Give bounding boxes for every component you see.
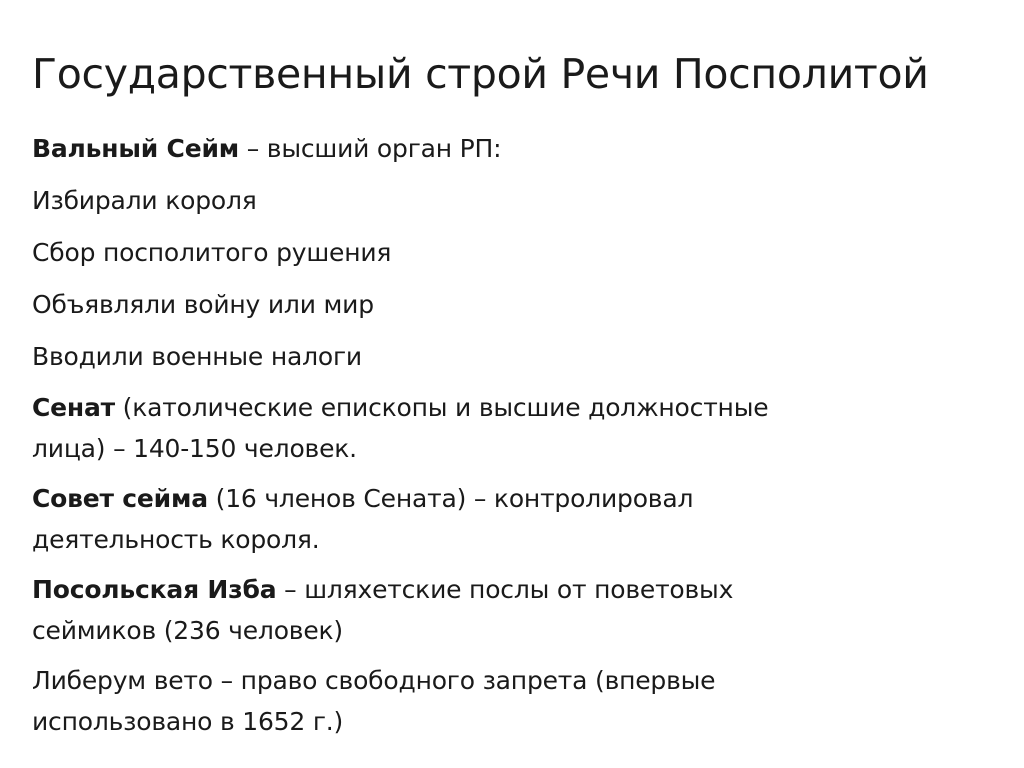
item-sbor-rusheniya	[32, 231, 992, 274]
item-senat	[32, 387, 992, 469]
item-term: Совет сейма	[32, 484, 208, 513]
item-text: – высший орган РП:	[239, 134, 502, 163]
item-line-1	[32, 387, 992, 428]
item-text: (16 членов Сената) – контролировал	[207, 484, 694, 513]
item-posolskaya-izba	[32, 569, 992, 651]
item-text: Вводили военные налоги	[32, 342, 362, 371]
item-valny-seim	[32, 127, 992, 170]
item-text: Сбор посполитого рушения	[32, 238, 392, 267]
item-izbirali-korolya	[32, 179, 992, 222]
slide-title: Государственный строй Речи Посполитой	[32, 50, 929, 98]
item-term: Сенат	[32, 393, 115, 422]
item-term: Вальный Сейм	[32, 134, 239, 163]
item-nalogi	[32, 335, 992, 378]
item-line-2: лица) – 140-150 человек.	[32, 434, 357, 463]
item-text: Избирали короля	[32, 186, 257, 215]
item-term: Посольская Изба	[32, 575, 277, 604]
item-voina-mir	[32, 283, 992, 326]
slide-body	[32, 127, 992, 751]
item-line-2: использовано в 1652 г.)	[32, 707, 344, 736]
item-line-2: деятельность короля.	[32, 525, 320, 554]
item-text: Объявляли войну или мир	[32, 290, 374, 319]
item-line-1	[32, 478, 992, 519]
item-liberum-veto	[32, 660, 992, 742]
item-line-1	[32, 569, 992, 610]
item-line-1: Либерум вето – право свободного запрета (впервые	[32, 666, 716, 695]
item-text: (католические епископы и высшие должностные	[114, 393, 769, 422]
item-text: – шляхетские послы от поветовых	[276, 575, 734, 604]
item-sovet-seima	[32, 478, 992, 560]
item-line-2: сеймиков (236 человек)	[32, 616, 343, 645]
